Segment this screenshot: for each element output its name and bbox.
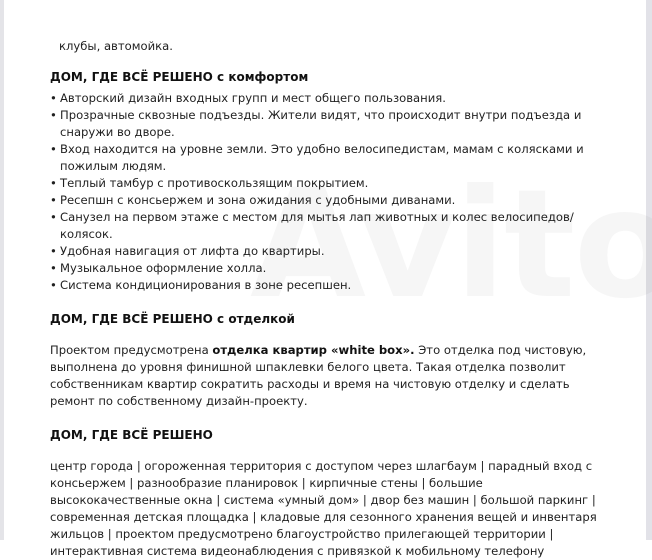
list-item: • Вход находится на уровне земли. Это удобно велосипедистам, мамам с колясками и пожилым людям.	[50, 141, 610, 175]
list-item: • Ресепшн с консьержем и зона ожидания с удобными диванами.	[50, 192, 610, 209]
list-item: • Санузел на первом этаже с местом для мытья лап животных и колес велосипедов/колясок.	[50, 209, 610, 243]
section-heading-finishing: ДОМ, ГДЕ ВСЁ РЕШЕНО с отделкой	[50, 312, 295, 326]
finishing-text-before: Проектом предусмотрена	[50, 343, 213, 357]
finishing-bold-text: отделка квартир «white box».	[212, 343, 415, 357]
list-item: • Удобная навигация от лифта до квартиры.	[50, 243, 610, 260]
right-scrollbar-track[interactable]	[646, 0, 652, 540]
finishing-text-after: Это отделка под чистовую, выполнена до уровня финишной шпаклевки белого цвета. Такая отделка позволит собственникам квартир сократить расходы и время на чистовую отделку и сделать ремонт по собственному дизайн-проекту.	[50, 343, 587, 408]
left-border	[0, 0, 4, 540]
summary-paragraph: центр города | огороженная территория с доступом через шлагбаум | парадный вход с консьержем | разнообразие планировок | кирпичные стены | большие высококачественные окна | система «умный дом» | двор без машин | большой паркинг | современная детская площадка | кладовые для сезонного хранения вещей и инвентаря жильцов | проектом предусмотрено благоустройство прилегающей территории | интерактивная система видеонаблюдения с привязкой к мобильному телефону	[50, 459, 597, 558]
intro-tail-text: клубы, автомойка.	[59, 39, 173, 53]
section-heading-summary: ДОМ, ГДЕ ВСЁ РЕШЕНО	[50, 428, 213, 442]
description-text	[50, 38, 610, 560]
list-item: • Авторский дизайн входных групп и мест общего пользования.	[50, 90, 610, 107]
list-item: • Музыкальное оформление холла.	[50, 260, 610, 277]
list-item: • Теплый тамбур с противоскользящим покрытием.	[50, 175, 610, 192]
section-comfort	[50, 69, 610, 294]
section-summary	[50, 427, 610, 560]
list-item: • Прозрачные сквозные подъезды. Жители видят, что происходит внутри подъезда и снаружи во дворе.	[50, 107, 610, 141]
finishing-paragraph	[50, 342, 610, 410]
section-heading-comfort: ДОМ, ГДЕ ВСЁ РЕШЕНО с комфортом	[50, 70, 309, 84]
section-finishing	[50, 311, 610, 410]
comfort-feature-list	[50, 90, 610, 294]
list-item: • Система кондиционирования в зоне ресепшен.	[50, 277, 610, 294]
